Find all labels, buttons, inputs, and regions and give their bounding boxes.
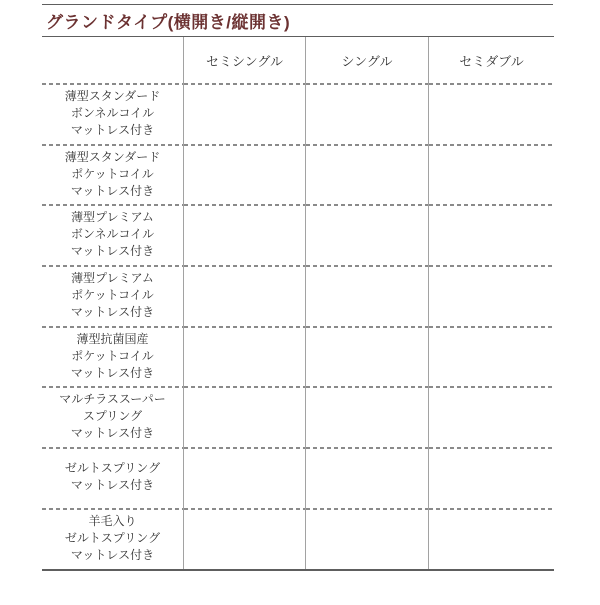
price-cell bbox=[183, 326, 305, 387]
row-label-line: 薄型プレミアム bbox=[71, 270, 154, 285]
price-cell bbox=[305, 386, 428, 447]
price-cell bbox=[428, 508, 554, 569]
row-label-line: ポケットコイル bbox=[71, 166, 154, 181]
row-label-line: 薄型抗菌国産 bbox=[76, 331, 149, 346]
row-label-line: ゼルトスプリング bbox=[64, 461, 161, 476]
row-label-line: スプリング bbox=[82, 409, 143, 424]
row-label-line: マルチラススーパー bbox=[59, 392, 166, 407]
row-label-line: マットレス付き bbox=[70, 122, 155, 137]
row-label-line: ボンネルコイル bbox=[70, 227, 155, 242]
row-label-line: 薄型スタンダード bbox=[64, 149, 161, 164]
column-header-single: シングル bbox=[305, 37, 428, 83]
price-cell bbox=[428, 204, 554, 265]
price-cell bbox=[428, 386, 554, 447]
price-cell bbox=[183, 508, 305, 569]
mattress-size-table bbox=[42, 36, 554, 571]
row-label-line: 薄型プレミアム bbox=[71, 210, 154, 225]
price-cell bbox=[305, 204, 428, 265]
price-cell bbox=[428, 83, 554, 144]
row-label bbox=[42, 326, 183, 387]
price-cell bbox=[305, 83, 428, 144]
price-cell bbox=[183, 144, 305, 205]
row-label-line: マットレス付き bbox=[70, 304, 155, 319]
row-label-line: ポケットコイル bbox=[71, 348, 154, 363]
price-cell bbox=[428, 265, 554, 326]
price-cell bbox=[183, 83, 305, 144]
price-cell bbox=[183, 265, 305, 326]
row-label-line: ポケットコイル bbox=[71, 287, 154, 302]
price-cell bbox=[305, 326, 428, 387]
row-label bbox=[42, 144, 183, 205]
row-label-line: マットレス付き bbox=[70, 365, 155, 380]
row-label-line: マットレス付き bbox=[70, 426, 155, 441]
price-cell bbox=[428, 326, 554, 387]
column-header-semi-double: セミダブル bbox=[428, 37, 554, 83]
price-cell bbox=[428, 144, 554, 205]
price-cell bbox=[183, 204, 305, 265]
price-cell bbox=[305, 508, 428, 569]
price-cell bbox=[183, 386, 305, 447]
row-label-line: ボンネルコイル bbox=[70, 105, 155, 120]
price-cell bbox=[305, 265, 428, 326]
row-label-line: マットレス付き bbox=[70, 244, 155, 259]
price-cell bbox=[428, 447, 554, 508]
price-cell bbox=[305, 447, 428, 508]
row-label bbox=[42, 204, 183, 265]
row-label bbox=[42, 265, 183, 326]
row-label-line: ゼルトスプリング bbox=[64, 530, 161, 545]
page-title: グランドタイプ(横開き/縦開き) bbox=[46, 13, 291, 32]
corner-header-cell bbox=[42, 37, 183, 83]
row-label-line: 薄型スタンダード bbox=[64, 88, 161, 103]
row-label-line: 羊毛入り bbox=[88, 513, 137, 528]
row-label bbox=[42, 508, 183, 569]
top-divider bbox=[42, 4, 553, 5]
column-header-semi-single: セミシングル bbox=[183, 37, 305, 83]
row-label-line: マットレス付き bbox=[70, 183, 155, 198]
price-cell bbox=[305, 144, 428, 205]
row-label-line: マットレス付き bbox=[70, 478, 155, 493]
price-cell bbox=[183, 447, 305, 508]
row-label bbox=[42, 447, 183, 508]
row-label bbox=[42, 386, 183, 447]
row-label bbox=[42, 83, 183, 144]
row-label-line: マットレス付き bbox=[70, 547, 155, 562]
